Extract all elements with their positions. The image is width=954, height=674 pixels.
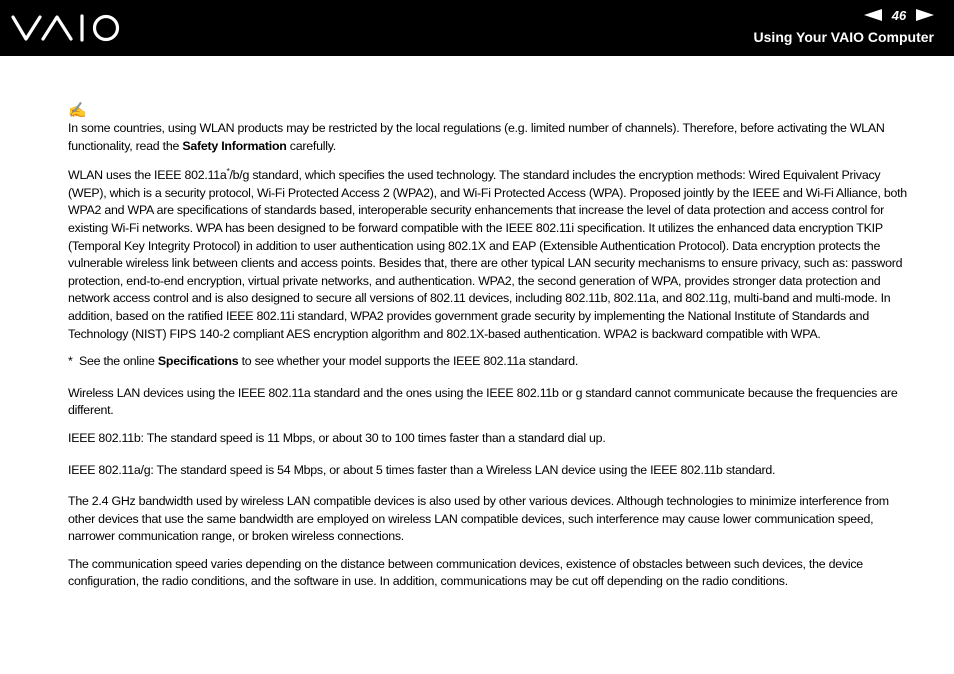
note-paragraph	[68, 120, 911, 155]
previous-page-icon[interactable]	[864, 9, 882, 21]
frequency-paragraph: Wireless LAN devices using the IEEE 802.11a standard and the ones using the IEEE 802.11b or g standard cannot communicate because the frequencies are different.	[68, 385, 898, 418]
page-number: 46	[891, 7, 907, 23]
wlan-standard-paragraph	[68, 167, 911, 343]
section-title: Using Your VAIO Computer	[753, 29, 934, 45]
pencil-note-icon: ✍	[68, 102, 87, 119]
speed-11ag-paragraph: IEEE 802.11a/g: The standard speed is 54 Mbps, or about 5 times faster than a Wireless LAN device using the IEEE 802.11b standard.	[68, 462, 776, 477]
page-content	[68, 102, 911, 591]
footnote-asterisk: *	[68, 354, 73, 369]
vaio-logo	[11, 12, 123, 44]
next-page-icon[interactable]	[916, 9, 934, 21]
footnote	[68, 353, 911, 371]
para1-text: /b/g standard, which specifies the used technology. The standard includes the encryption methods: Wired Equivalent Privacy (WEP), which is a security protocol, Wi-Fi Protected Access 2 (WPA2), and Wi-Fi Protected Access (WPA). Proposed jointly by the IEEE and Wi-Fi Alliance, both WPA2 and WPA are specifications of standards based, interoperable security enhancements that increase the level of data protection and access control for existing Wi-Fi networks. WPA has been designed to be forward compatible with the IEEE 802.11i specification. It utilizes the enhanced data encryption TKIP (Temporal Key Integrity Protocol) in addition to user authentication using 802.1X and EAP (Extensible Authentication Protocol). Data encryption protects the vulnerable wireless link between clients and access points. Besides that, there are other typical LAN security mechanisms to ensure privacy, such as: password protection, end-to-end encryption, virtual private networks, and authentication. WPA2, the second generation of WPA, provides stronger data protection and network access control and is also designed to secure all versions of 802.11 devices, including 802.11b, 802.11a, and 802.11g, multi-band and multi-mode. In addition, based on the ratified IEEE 802.11i standard, WPA2 provides government grade security by implementing the National Institute of Standards and Technology (NIST) FIPS 140-2 compliant AES encryption algorithm and 802.1X-based authentication. WPA2 is backward compatible with WPA.	[68, 168, 907, 341]
footnote-marker: *	[226, 167, 230, 177]
footnote-text-end: to see whether your model supports the IEEE 802.11a standard.	[238, 354, 579, 369]
interference-paragraph: The 2.4 GHz bandwidth used by wireless LAN compatible devices is also used by other various devices. Although technologies to minimize interference from other devices that use the same bandwidth are employed on wireless LAN compatible devices, such interference may cause lower communication speed, narrower communication range, or broken wireless connections.	[68, 494, 889, 544]
specifications-text: Specifications	[157, 354, 239, 369]
safety-information-link-text: Safety Information	[182, 138, 287, 153]
communication-speed-paragraph: The communication speed varies depending on the distance between communication devices, existence of obstacles between such devices, the device configuration, the radio conditions, and the software in use. In addition, communications may be cut off depending on the radio conditions.	[68, 556, 863, 589]
para1-lead: WLAN uses the IEEE 802.11a	[68, 168, 227, 183]
note-text-end: carefully.	[286, 138, 336, 153]
speed-11b-paragraph: IEEE 802.11b: The standard speed is 11 Mbps, or about 30 to 100 times faster than a standard dial up.	[68, 430, 606, 445]
page-navigation	[864, 6, 934, 24]
note-text: In some countries, using WLAN products may be restricted by the local regulations (e.g. limited number of channels). Therefore, before activating the WLAN functionality, read the	[68, 121, 885, 153]
footnote-text: See the online	[78, 354, 158, 369]
page-header	[0, 0, 954, 56]
